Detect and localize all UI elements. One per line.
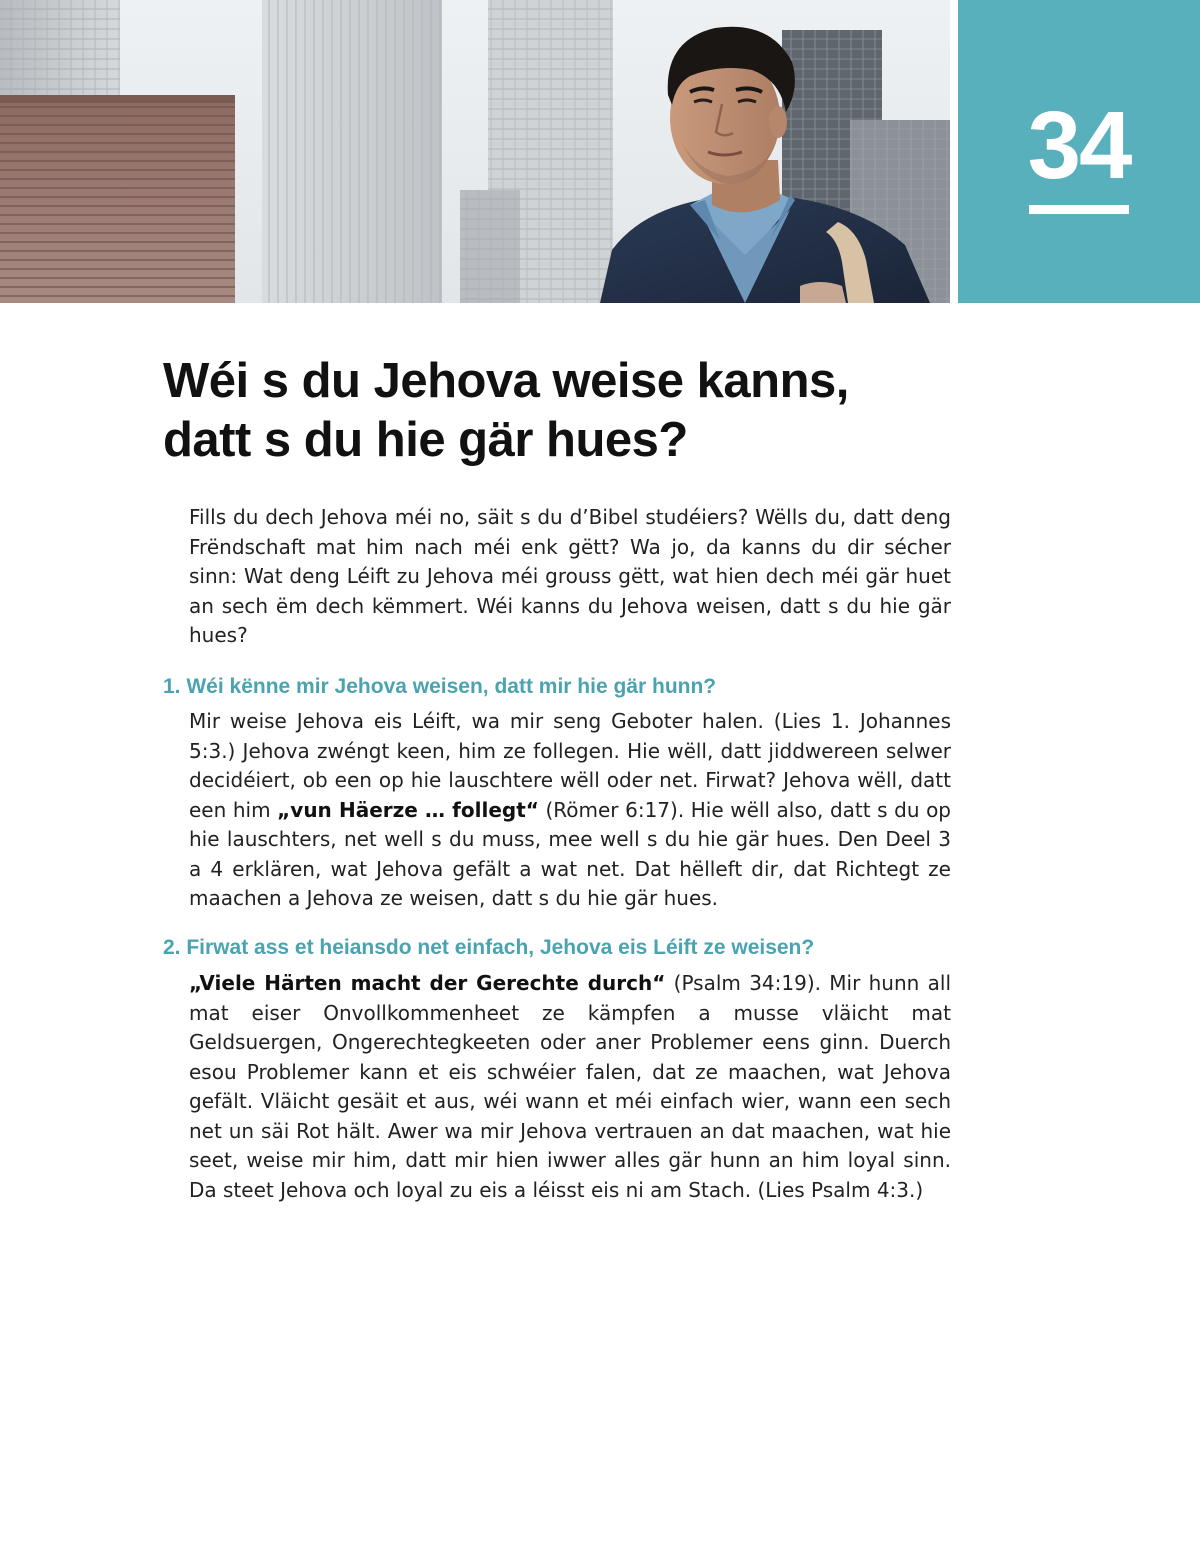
section-2-bold-quote: „Viele Härten macht der Gerechte durch“ [189, 971, 666, 995]
header-photo [0, 0, 950, 303]
question-1-heading: 1. Wéi kënne mir Jehova weisen, datt mir hie gär hunn? [163, 675, 717, 698]
lesson-number-panel [958, 0, 1200, 303]
section-2-paragraph [189, 969, 951, 1205]
section-1-paragraph [189, 707, 951, 914]
intro-paragraph: Fills du dech Jehova méi no, säit s du d’Bibel studéiers? Wëlls du, datt deng Frëndschaft mat him nach méi enk gëtt? Wa jo, da kanns du dir sécher sinn: Wat deng Léift zu Jehova méi grouss gëtt, wat hien dech méi gär huet an sech ëm dech këmmert. Wéi kanns du Jehova weisen, datt s du hie gär hues? [189, 505, 951, 647]
page-title [163, 352, 963, 470]
section-1-text-after: (Römer 6:17). Hie wëll also, datt s du op hie lauschters, net well s du muss, mee well s du hie gär hues. Den Deel 3 a 4 erklären, wat Jehova gefält a wat net. Dat hëlleft dir, dat Richtegt ze maachen a Jehova ze weisen, datt s du hie gär hues. [189, 797, 951, 910]
section-1-bold-quote: „vun Häerze … follegt“ [277, 797, 539, 822]
section-2-text-after: (Psalm 34:19). Mir hunn all mat eiser Onvollkommenheet ze kämpfen a musse vläicht mat Geldsuergen, Ongerechtegkeeten oder aner Problemer eens ginn. Duerch esou Problemer kann et eis schwéier falen, dat ze maachen, wat Jehova gefält. Vläicht gesäit et aus, wéi wann et méi einfach wier, wann een sech net un säi Rot hält. Awer wa mir Jehova vertrauen an dat maachen, wat hie seet, weise mir him, datt mir hien iwwer alles gär hunn an him loyal sinn. Da steet Jehova och loyal zu eis a léisst eis ni am Stach. (Lies Psalm 4:3.) [189, 971, 952, 1202]
man-in-city-photo [0, 0, 950, 303]
lesson-number: 34 [1027, 92, 1131, 199]
page-title-line-1: Wéi s du Jehova weise kanns, [163, 354, 849, 408]
section-1-text-before: Mir weise Jehova eis Léift, wa mir seng Geboter halen. (Lies 1. Johannes 5:3.) Jehova zwéngt keen, him ze follegen. Hie wëll, datt jiddwereen selwer decidéiert, ob een op hie lauschtere wëll oder net. Firwat? Jehova wëll, datt een him [189, 709, 951, 822]
question-2-heading: 2. Firwat ass et heiansdo net einfach, Jehova eis Léift ze weisen? [163, 936, 815, 959]
lesson-number-underline [1029, 205, 1129, 214]
page-title-line-2: datt s du hie gär hues? [163, 413, 688, 467]
